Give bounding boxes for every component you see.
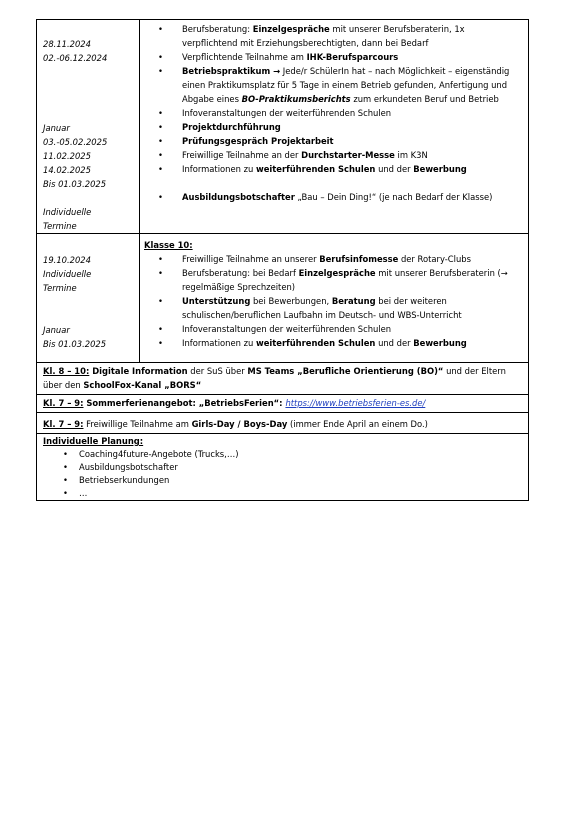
girls-boys-day-row: Kl. 7 – 9: Freiwillige Teilnahme am Girls-Day / Boys-Day (immer Ende April an einem Do.) — [37, 413, 529, 434]
table-row — [37, 395, 529, 413]
list-item: • … — [43, 487, 522, 500]
list-item: • Unterstützung bei Bewerbungen, Beratung bei der weiteren schulischen/beruflichen Laufbahn im Deutsch- und WBS-Unterricht — [140, 294, 522, 322]
date-label: Bis 01.03.2025 — [43, 179, 107, 189]
activity-list — [140, 22, 522, 204]
list-item: • Berufsberatung: bei Bedarf Einzelgespräche mit unserer Berufsberaterin (→ regelmäßige Sprechzeiten) — [140, 266, 522, 294]
list-item: • Informationen zu weiterführenden Schulen und der Bewerbung — [140, 162, 522, 176]
date-label: Termine — [43, 221, 77, 231]
planning-list — [43, 448, 522, 500]
list-item: • Verpflichtende Teilnahme am IHK-Berufsparcours — [140, 50, 522, 64]
date-label: 03.-05.02.2025 — [43, 137, 108, 147]
digital-info-row: Kl. 8 – 10: Digitale Information der SuS über MS Teams „Berufliche Orientierung (BO)“ und der Eltern über den SchoolFox-Kanal „BORS“ — [37, 363, 529, 395]
date-column — [37, 234, 140, 363]
date-label: Individuelle — [43, 207, 92, 217]
orientation-plan-table — [36, 19, 529, 501]
date-label: 19.10.2024 — [43, 255, 91, 265]
list-item: • Freiwillige Teilnahme an der Durchstarter-Messe im K3N — [140, 148, 522, 162]
date-label: Individuelle — [43, 269, 92, 279]
list-item: • Betriebserkundungen — [43, 474, 522, 487]
planning-heading: Individuelle Planung: — [43, 436, 144, 446]
list-item: • Infoveranstaltungen der weiterführenden Schulen — [140, 106, 522, 120]
date-label: 02.-06.12.2024 — [43, 53, 108, 63]
activity-list — [140, 252, 522, 350]
list-item: • Infoveranstaltungen der weiterführenden Schulen — [140, 322, 522, 336]
list-item: • Informationen zu weiterführenden Schulen und der Bewerbung — [140, 336, 522, 350]
date-label: 11.02.2025 — [43, 151, 91, 161]
date-column — [37, 20, 140, 234]
document-page — [36, 19, 529, 501]
list-item: • Projektdurchführung — [140, 120, 522, 134]
list-item: • Berufsberatung: Einzelgespräche mit unserer Berufsberaterin, 1x verpflichtend mit Erziehungsberechtigten, dann bei Bedarf — [140, 22, 522, 50]
list-item: • Freiwillige Teilnahme an unserer Berufsinfomesse der Rotary-Clubs — [140, 252, 522, 266]
date-label: Termine — [43, 283, 77, 293]
list-item: • Ausbildungsbotschafter „Bau – Dein Ding!“ (je nach Bedarf der Klasse) — [140, 190, 522, 204]
list-item: • Betriebspraktikum → Jede/r SchülerIn hat – nach Möglichkeit – eigenständig einen Praktikumsplatz für 5 Tage in einem Betrieb gefunden, Anfertigung und Abgabe eines BO-Praktikumsberichts zum erkundeten Beruf und Betrieb — [140, 64, 522, 106]
list-item: • Coaching4future-Angebote (Trucks,…) — [43, 448, 522, 461]
summer-offer-row: Kl. 7 – 9: Sommerferienangebot: „BetriebsFerien“: https://www.betriebsferien-es.de/ — [37, 395, 529, 413]
table-row — [37, 234, 529, 363]
table-row — [37, 413, 529, 434]
individual-planning-row — [37, 434, 529, 501]
date-label: 14.02.2025 — [43, 165, 91, 175]
betriebsferien-link[interactable]: https://www.betriebsferien-es.de/ — [285, 398, 426, 408]
date-label: Bis 01.03.2025 — [43, 339, 107, 349]
class-heading: Klasse 10: — [144, 240, 193, 250]
table-row — [37, 20, 529, 234]
date-label: Januar — [43, 325, 70, 335]
table-row — [37, 363, 529, 395]
date-label: Januar — [43, 123, 70, 133]
date-label: 28.11.2024 — [43, 39, 91, 49]
table-row — [37, 434, 529, 501]
list-item: • Prüfungsgespräch Projektarbeit — [140, 134, 522, 148]
content-column — [140, 20, 529, 234]
content-column — [140, 234, 529, 363]
list-item: • Ausbildungsbotschafter — [43, 461, 522, 474]
